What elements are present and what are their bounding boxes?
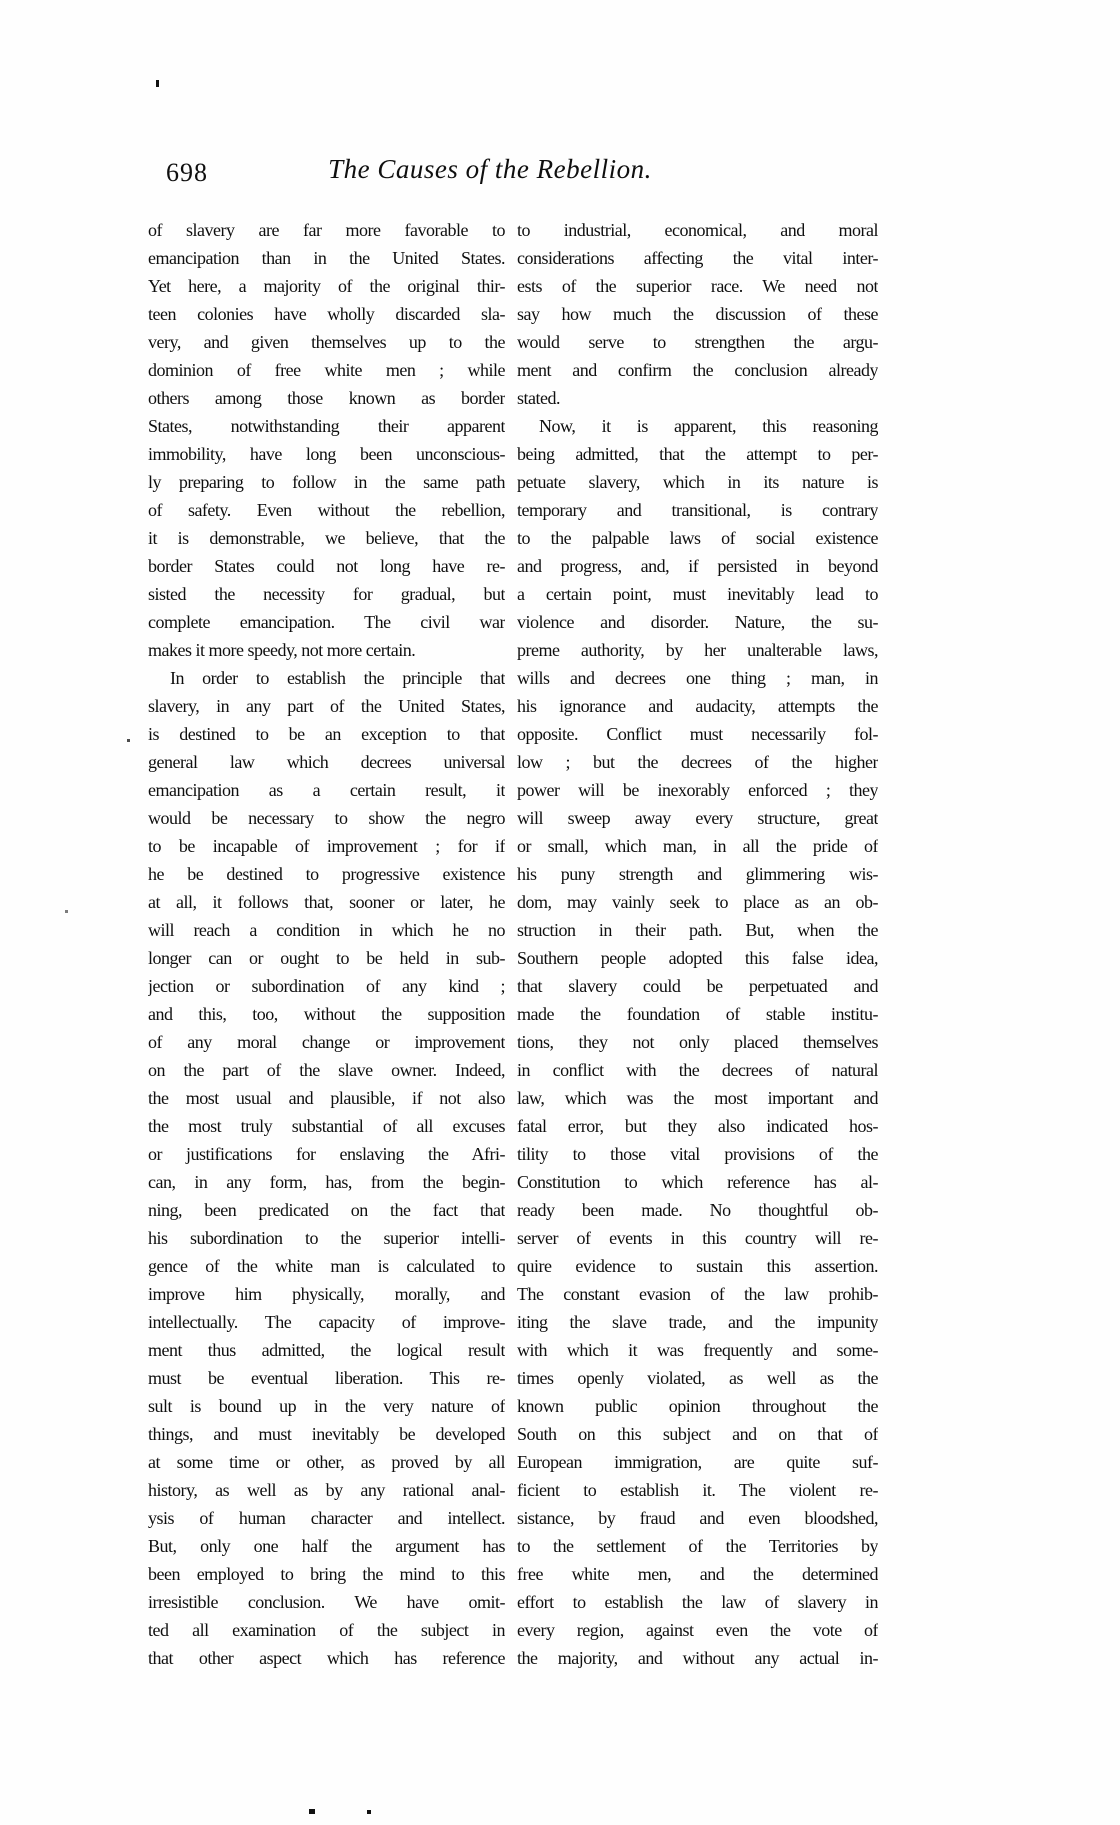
text-line: and this, too, without the supposition xyxy=(148,1004,505,1024)
text-line: makes it more speedy, not more certain. xyxy=(148,640,416,660)
text-line: been employed to bring the mind to this xyxy=(148,1564,505,1584)
text-line: South on this subject and on that of xyxy=(517,1424,878,1444)
text-line: being admitted, that the attempt to per- xyxy=(517,444,878,464)
text-line: States, notwithstanding their apparent xyxy=(148,416,505,436)
text-line: and progress, and, if persisted in beyond xyxy=(517,556,878,576)
scan-speck xyxy=(367,1810,371,1814)
text-line: Yet here, a majority of the original thir- xyxy=(148,276,505,296)
text-line: complete emancipation. The civil war xyxy=(148,612,505,632)
text-line: server of events in this country will re- xyxy=(517,1228,878,1248)
text-line: jection or subordination of any kind ; xyxy=(148,976,505,996)
text-line: emancipation than in the United States. xyxy=(148,248,505,268)
text-line: slavery, in any part of the United States, xyxy=(148,696,505,716)
text-line: teen colonies have wholly discarded sla- xyxy=(148,304,505,324)
text-line: of any moral change or improvement xyxy=(148,1032,505,1052)
text-line: European immigration, are quite suf- xyxy=(517,1452,878,1472)
text-line: considerations affecting the vital inter- xyxy=(517,248,878,268)
text-line: fatal error, but they also indicated hos- xyxy=(517,1116,878,1136)
text-line: it is demonstrable, we believe, that the xyxy=(148,528,505,548)
text-line: ment thus admitted, the logical result xyxy=(148,1340,505,1360)
text-line: In order to establish the principle that xyxy=(170,668,505,688)
text-line: at all, it follows that, sooner or later, he xyxy=(148,892,505,912)
text-line: improve him physically, morally, and xyxy=(148,1284,505,1304)
text-line: will sweep away every structure, great xyxy=(517,808,878,828)
text-line: low ; but the decrees of the higher xyxy=(517,752,878,772)
text-line: say how much the discussion of these xyxy=(517,304,878,324)
text-line: made the foundation of stable institu- xyxy=(517,1004,878,1024)
text-line: his puny strength and glimmering wis- xyxy=(517,864,878,884)
text-line: very, and given themselves up to the xyxy=(148,332,505,352)
text-line: on the part of the slave owner. Indeed, xyxy=(148,1060,505,1080)
text-line: must be eventual liberation. This re- xyxy=(148,1368,505,1388)
running-title: The Causes of the Rebellion. xyxy=(328,154,652,184)
text-line: can, in any form, has, from the begin- xyxy=(148,1172,505,1192)
text-line: border States could not long have re- xyxy=(148,556,505,576)
text-line: The constant evasion of the law prohib- xyxy=(517,1284,878,1304)
text-line: a certain point, must inevitably lead to xyxy=(517,584,878,604)
text-line: sistance, by fraud and even bloodshed, xyxy=(517,1508,878,1528)
text-line: opposite. Conflict must necessarily fol- xyxy=(517,724,878,744)
text-line: would serve to strengthen the argu- xyxy=(517,332,878,352)
text-line: tility to those vital provisions of the xyxy=(517,1144,878,1164)
text-line: will reach a condition in which he no xyxy=(148,920,505,940)
text-line: dom, may vainly seek to place as an ob- xyxy=(517,892,878,912)
text-line: stated. xyxy=(517,388,560,408)
text-line: intellectually. The capacity of improve- xyxy=(148,1312,505,1332)
text-line: to industrial, economical, and moral xyxy=(517,220,878,240)
text-line: temporary and transitional, is contrary xyxy=(517,500,878,520)
text-line: general law which decrees universal xyxy=(148,752,505,772)
text-line: with which it was frequently and some- xyxy=(517,1340,878,1360)
scan-speck xyxy=(65,910,68,913)
text-line: struction in their path. But, when the xyxy=(517,920,878,940)
scan-speck xyxy=(156,80,159,87)
text-line: ready been made. No thoughtful ob- xyxy=(517,1200,878,1220)
text-line: law, which was the most important and xyxy=(517,1088,878,1108)
text-line: the majority, and without any actual in- xyxy=(517,1648,878,1668)
text-line: he be destined to progressive existence xyxy=(148,864,505,884)
text-line: free white men, and the determined xyxy=(517,1564,878,1584)
text-line: his ignorance and audacity, attempts the xyxy=(517,696,878,716)
text-line: longer can or ought to be held in sub- xyxy=(148,948,505,968)
text-line: or small, which man, in all the pride of xyxy=(517,836,878,856)
text-line: gence of the white man is calculated to xyxy=(148,1256,505,1276)
text-line: or justifications for enslaving the Afri- xyxy=(148,1144,505,1164)
text-line: to the palpable laws of social existence xyxy=(517,528,878,548)
text-line: dominion of free white men ; while xyxy=(148,360,505,380)
text-line: the most usual and plausible, if not also xyxy=(148,1088,505,1108)
text-line: Now, it is apparent, this reasoning xyxy=(539,416,878,436)
text-line: others among those known as border xyxy=(148,388,505,408)
text-line: sisted the necessity for gradual, but xyxy=(148,584,505,604)
text-line: that slavery could be perpetuated and xyxy=(517,976,878,996)
text-line: would be necessary to show the negro xyxy=(148,808,505,828)
text-line: ning, been predicated on the fact that xyxy=(148,1200,505,1220)
text-line: emancipation as a certain result, it xyxy=(148,780,505,800)
text-line: of safety. Even without the rebellion, xyxy=(148,500,505,520)
text-line: history, as well as by any rational anal- xyxy=(148,1480,505,1500)
text-line: ests of the superior race. We need not xyxy=(517,276,878,296)
text-line: sult is bound up in the very nature of xyxy=(148,1396,505,1416)
text-line: quire evidence to sustain this assertion. xyxy=(517,1256,878,1276)
page-number: 698 xyxy=(166,158,208,187)
text-line: ment and confirm the conclusion already xyxy=(517,360,878,380)
text-line: Southern people adopted this false idea, xyxy=(517,948,878,968)
text-line: iting the slave trade, and the impunity xyxy=(517,1312,878,1332)
text-line: effort to establish the law of slavery in xyxy=(517,1592,878,1612)
text-line: irresistible conclusion. We have omit- xyxy=(148,1592,505,1612)
text-line: preme authority, by her unalterable laws, xyxy=(517,640,878,660)
text-line: things, and must inevitably be developed xyxy=(148,1424,505,1444)
text-line: tions, they not only placed themselves xyxy=(517,1032,878,1052)
scan-speck xyxy=(309,1809,315,1814)
text-line: wills and decrees one thing ; man, in xyxy=(517,668,878,688)
text-line: ly preparing to follow in the same path xyxy=(148,472,505,492)
text-line: that other aspect which has reference xyxy=(148,1648,505,1668)
text-line: of slavery are far more favorable to xyxy=(148,220,505,240)
text-line: is destined to be an exception to that xyxy=(148,724,505,744)
text-line: at some time or other, as proved by all xyxy=(148,1452,505,1472)
text-line: ysis of human character and intellect. xyxy=(148,1508,505,1528)
text-line: to the settlement of the Territories by xyxy=(517,1536,878,1556)
text-line: known public opinion throughout the xyxy=(517,1396,878,1416)
right-text-column xyxy=(517,216,878,1672)
text-line: ficient to establish it. The violent re- xyxy=(517,1480,878,1500)
text-line: times openly violated, as well as the xyxy=(517,1368,878,1388)
text-line: power will be inexorably enforced ; they xyxy=(517,780,878,800)
text-line: in conflict with the decrees of natural xyxy=(517,1060,878,1080)
scan-speck xyxy=(127,739,130,742)
text-line: Constitution to which reference has al- xyxy=(517,1172,878,1192)
text-line: But, only one half the argument has xyxy=(148,1536,505,1556)
text-line: his subordination to the superior intelli- xyxy=(148,1228,505,1248)
left-text-column xyxy=(148,216,505,1672)
text-line: to be incapable of improvement ; for if xyxy=(148,836,505,856)
text-line: petuate slavery, which in its nature is xyxy=(517,472,878,492)
text-line: immobility, have long been unconscious- xyxy=(148,444,505,464)
text-line: ted all examination of the subject in xyxy=(148,1620,505,1640)
text-line: every region, against even the vote of xyxy=(517,1620,878,1640)
text-line: the most truly substantial of all excuses xyxy=(148,1116,505,1136)
text-line: violence and disorder. Nature, the su- xyxy=(517,612,878,632)
